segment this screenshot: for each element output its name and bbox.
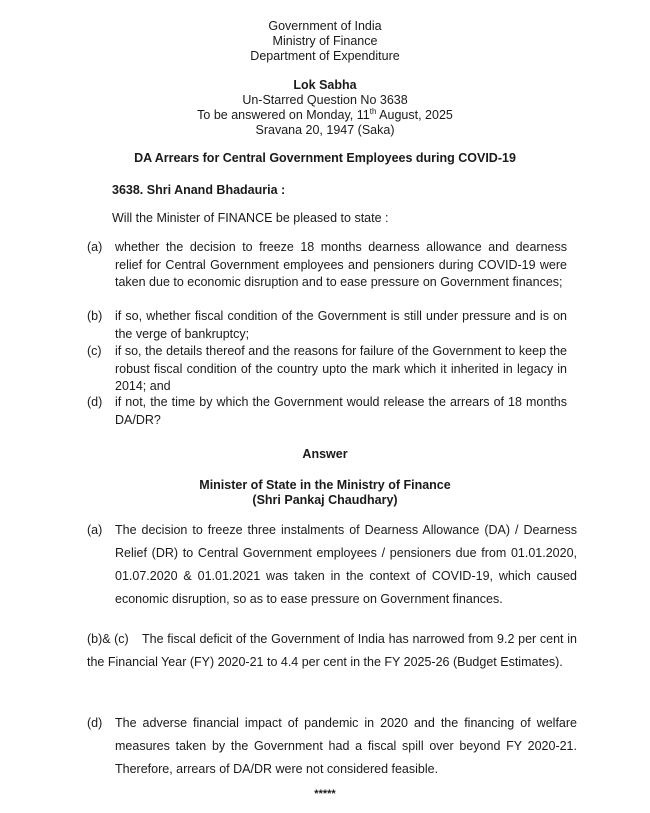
question-text: if so, whether fiscal condition of the Government is still under pressure and is on the verge of bankruptcy; bbox=[115, 309, 567, 341]
ministry-line: Ministry of Finance bbox=[272, 34, 378, 48]
answer-text: The adverse financial impact of pandemic in 2020 and the financing of welfare measures taken by the Government had a fiscal spill over beyond FY 2020-21. Therefore, arrears of DA/DR were not considered feasible. bbox=[115, 716, 577, 776]
minister-title: Minister of State in the Ministry of Finance bbox=[199, 478, 451, 492]
question-label: (b) bbox=[87, 309, 103, 323]
question-text: if so, the details thereof and the reasons for failure of the Government to keep the robust fiscal condition of the country upto the mark which it inherited in legacy in 2014; and bbox=[115, 344, 567, 393]
question-title: DA Arrears for Central Government Employees during COVID-19 bbox=[134, 151, 516, 165]
minister-name: (Shri Pankaj Chaudhary) bbox=[252, 493, 398, 507]
answer-text: The decision to freeze three instalments of Dearness Allowance (DA) / Dearness Relief (DR) to Central Government employees / pensioners due from 01.01.2020, 01.07.2020 & 01.01.2021 was taken in the context of COVID-19, which caused economic disruption, so as to ease pressure on Government finances. bbox=[115, 523, 577, 606]
house-block bbox=[0, 78, 650, 138]
answer-label: (d) bbox=[87, 716, 103, 730]
question-label: (a) bbox=[87, 240, 103, 254]
question-number: Un-Starred Question No 3638 bbox=[242, 93, 408, 107]
issuing-authority bbox=[0, 19, 650, 64]
minister-block bbox=[0, 478, 650, 508]
answer-item-bc bbox=[87, 628, 577, 674]
answer-item-d bbox=[87, 712, 577, 781]
question-label: (c) bbox=[87, 344, 102, 358]
answer-text: The fiscal deficit of the Government of India has narrowed from 9.2 per cent in the Financial Year (FY) 2020-21 to 4.4 per cent in the FY 2025-26 (Budget Estimates). bbox=[87, 632, 577, 669]
answer-item-a bbox=[87, 519, 577, 611]
question-item-b bbox=[87, 308, 567, 343]
answer-date bbox=[0, 108, 650, 123]
answer-date-prefix: To be answered on Monday, 11 bbox=[197, 108, 370, 122]
saka-date: Sravana 20, 1947 (Saka) bbox=[255, 123, 395, 137]
question-label: (d) bbox=[87, 395, 103, 409]
question-item-d bbox=[87, 394, 567, 429]
asker-name: 3638. Shri Anand Bhadauria : bbox=[112, 183, 286, 197]
question-text: if not, the time by which the Government would release the arrears of 18 months DA/DR? bbox=[115, 395, 567, 427]
govt-line: Government of India bbox=[268, 19, 382, 33]
house-name: Lok Sabha bbox=[293, 78, 357, 92]
question-item-c bbox=[87, 343, 567, 396]
answer-heading: Answer bbox=[302, 447, 348, 461]
answer-date-sup: th bbox=[369, 106, 377, 116]
question-item-a bbox=[87, 239, 567, 292]
answer-date-suffix: August, 2025 bbox=[376, 108, 453, 122]
answer-label: (b)& (c) bbox=[87, 632, 129, 646]
question-text: whether the decision to freeze 18 months dearness allowance and dearness relief for Central Government employees and pensioners during COVID-19 were taken due to economic disruption and to ease pressure on Government finances; bbox=[115, 240, 567, 289]
end-mark: ***** bbox=[314, 788, 336, 800]
answer-label: (a) bbox=[87, 523, 103, 537]
question-intro: Will the Minister of FINANCE be pleased to state : bbox=[112, 211, 389, 225]
department-line: Department of Expenditure bbox=[250, 49, 400, 63]
